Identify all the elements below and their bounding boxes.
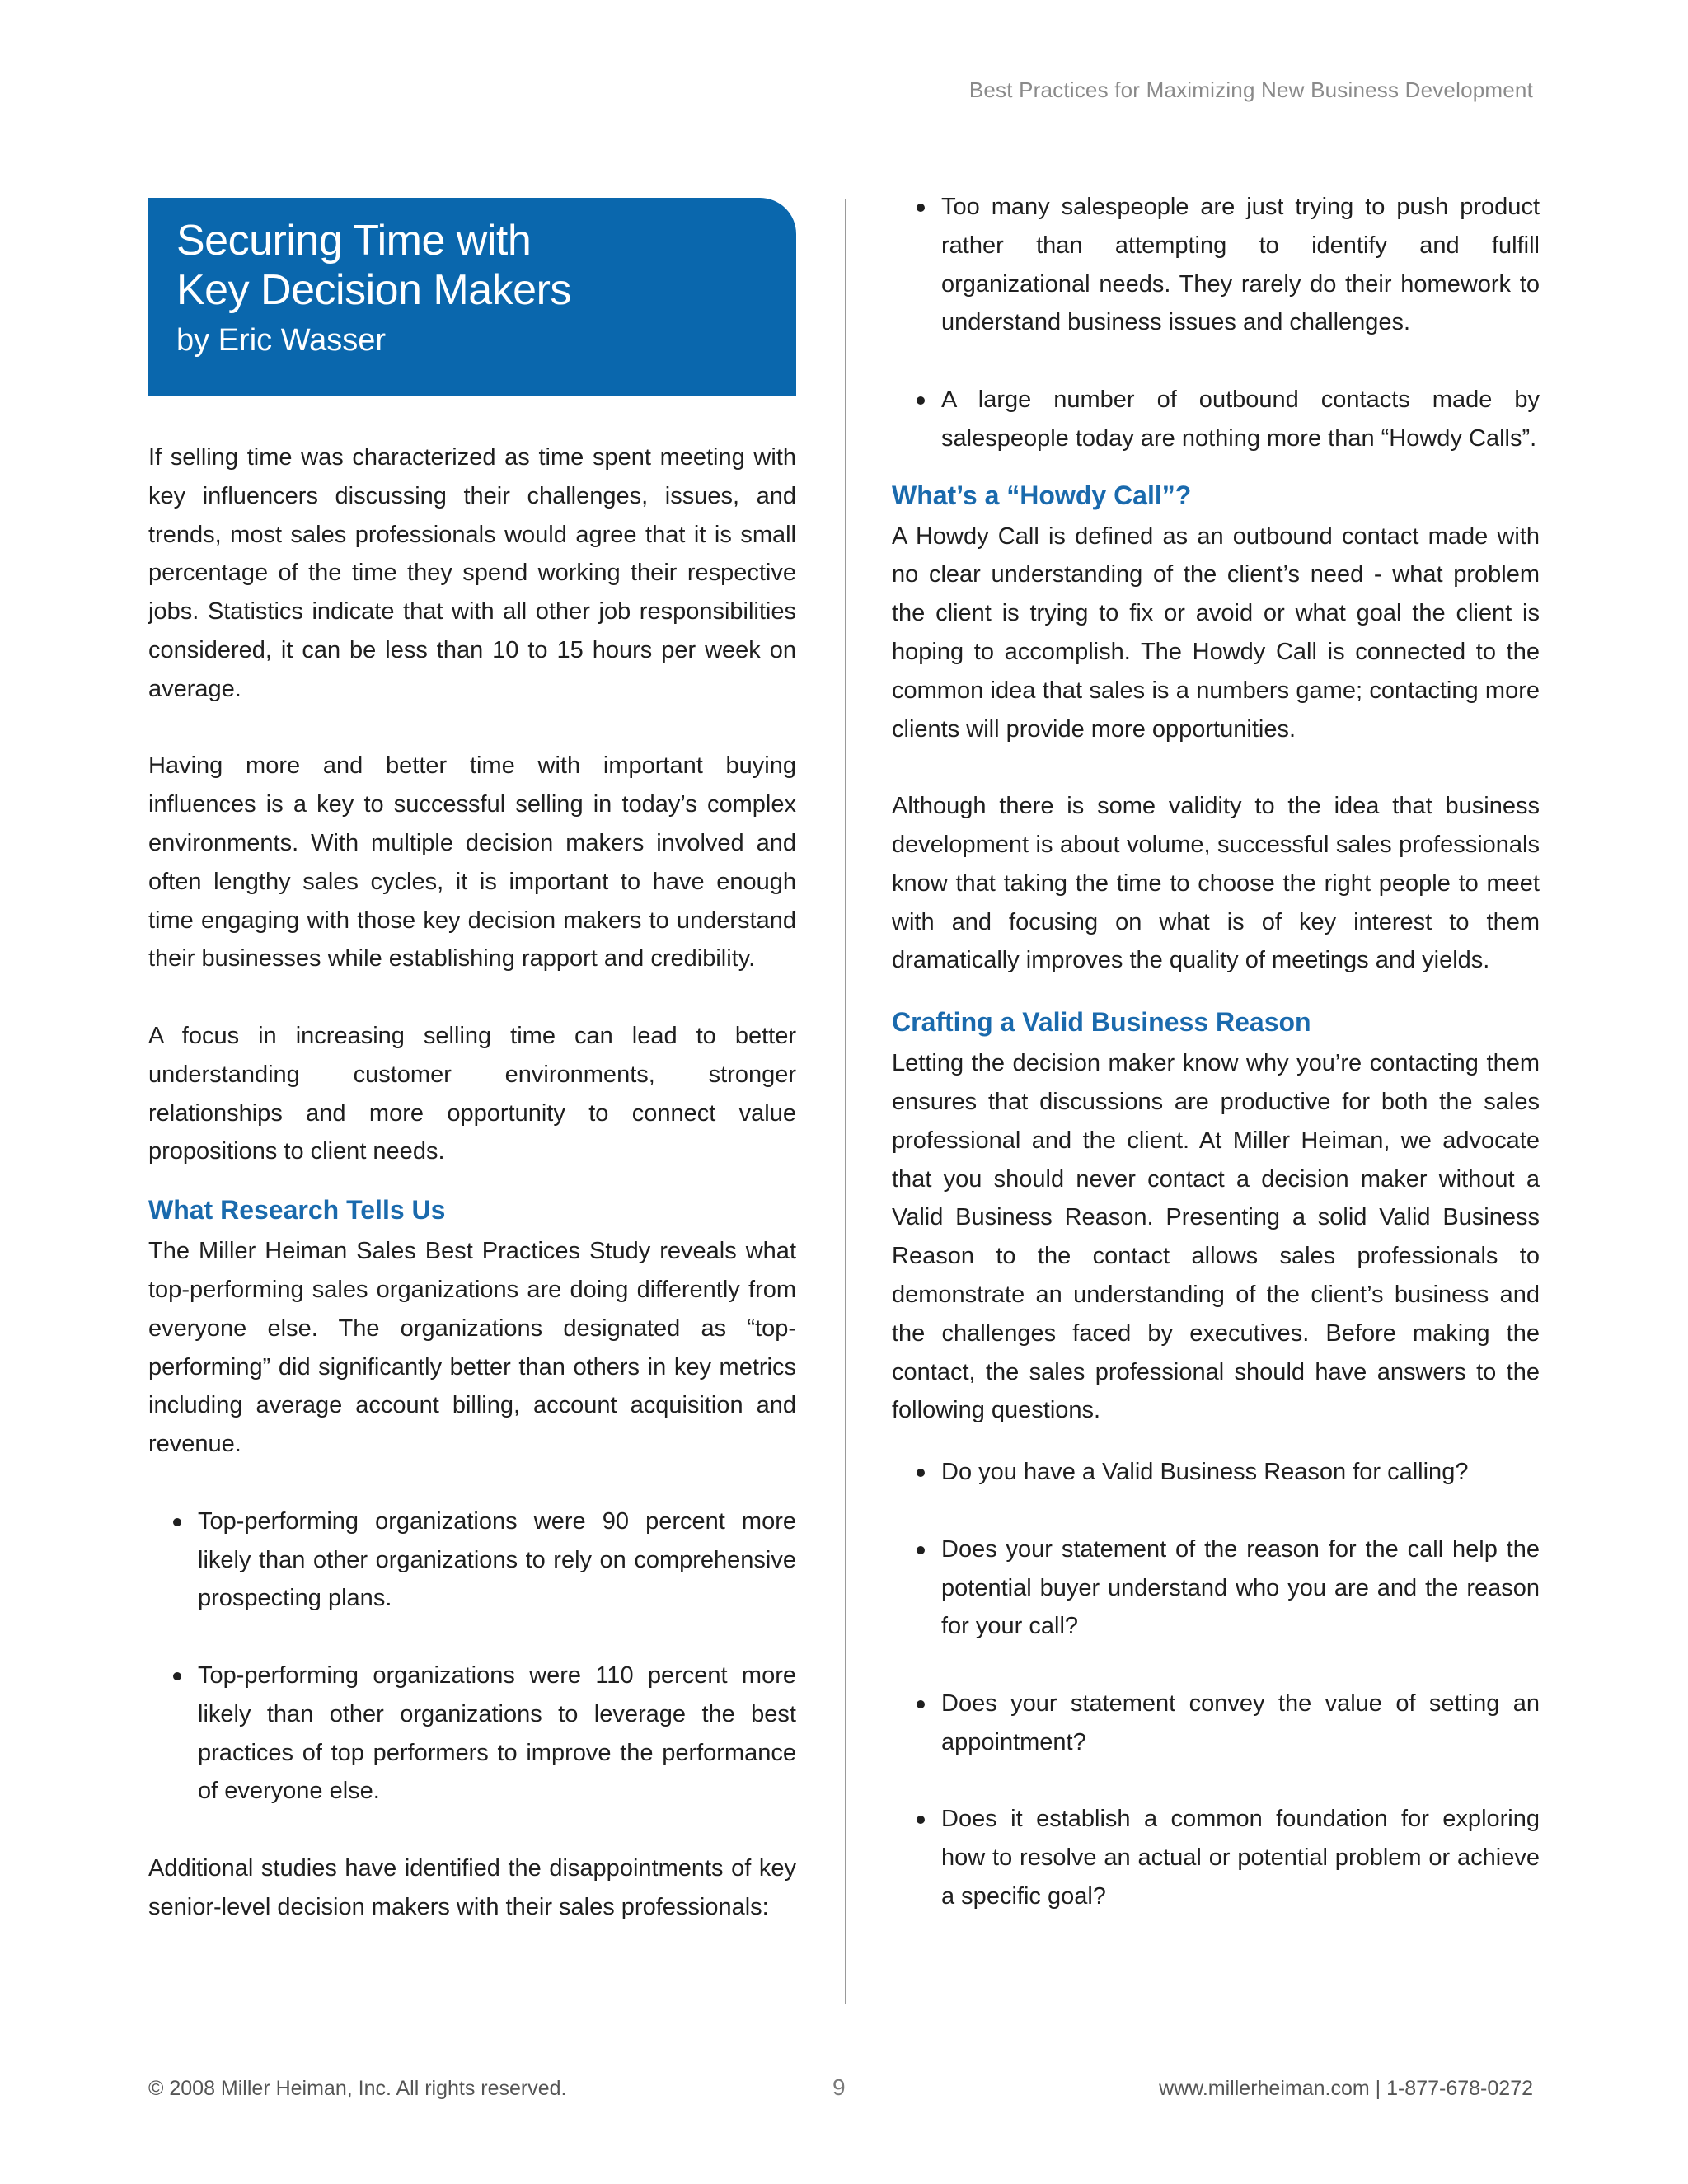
paragraph: If selling time was characterized as time spent meeting with key influencers discussing their challenges, issues, and trends, most sales professionals would agree that it is small percentage of the time they spend working their respective jobs. Statistics indicate that with all other job responsibilities considered, it can be less than 10 to 15 hours per week on average. [148,444,796,702]
paragraph: Having more and better time with important buying influences is a key to successful selling in today’s complex environments. With multiple decision makers involved and often lengthy sales cycles, it is important to have enough time engaging with those key decision makers to understand their businesses while establishing rapport and credibility. [148,752,796,972]
article-title-line-2: Key Decision Makers [176,266,571,314]
paragraph: The Miller Heiman Sales Best Practices Study reveals what top-performing sales organizations are doing differently from everyone else. The organizations designated as “top-performing” did significantly better than others in key metrics including average account billing, account acquisition and revenue. [148,1238,796,1458]
paragraph: Additional studies have identified the disappointments of key senior-level decision makers with their sales professionals: [148,1854,796,1920]
left-column [148,198,796,1926]
list-item [892,1530,1540,1646]
footer-contact: www.millerheiman.com | 1-877-678-0272 [1159,2077,1533,2100]
list-item-text: Do you have a Valid Business Reason for calling? [941,1459,1469,1486]
list-item-text: A large number of outbound contacts made by salespeople today are nothing more than “Howdy Calls”. [941,386,1540,452]
bullet-icon [917,1700,925,1708]
research-bullet-list [148,1502,796,1811]
list-item [892,381,1540,458]
bullet-icon [917,1816,925,1824]
list-item-text: Top-performing organizations were 110 percent more likely than other organizations to leverage the best practices of top performers to improve the performance of everyone else. [198,1661,796,1805]
section-heading-valid-business-reason: Crafting a Valid Business Reason [892,1007,1311,1038]
disappointments-bullet-list [892,188,1540,458]
list-item-text: Top-performing organizations were 90 percent more likely than other organizations to rely on comprehensive prospecting plans. [198,1507,796,1612]
section-heading-research: What Research Tells Us [148,1195,446,1226]
bullet-icon [917,1469,925,1477]
list-item [148,1657,796,1811]
bullet-icon [917,396,925,405]
article-title-box [148,198,796,396]
bullet-icon [917,1546,925,1554]
questions-bullet-list [892,1453,1540,1916]
section-heading-howdy-call: What’s a “Howdy Call”? [892,480,1192,510]
paragraph: A focus in increasing selling time can lead to better understanding customer environments, stronger relationships and more opportunity to connect value propositions to client needs. [148,1022,796,1165]
list-item-text: Too many salespeople are just trying to push product rather than attempting to identify and fulfill organizational needs. They rarely do their homework to understand business issues and challenges. [941,194,1540,336]
footer-copyright: © 2008 Miller Heiman, Inc. All rights reserved. [148,2077,567,2100]
list-spacer [148,1618,796,1657]
list-spacer [892,1646,1540,1685]
right-column [892,188,1540,1916]
list-spacer [892,1492,1540,1530]
paragraph: Although there is some validity to the idea that business development is about volume, successful sales professionals know that taking the time to choose the right people to meet with and focusing on what is of key interest to them dramatically improves the quality of meetings and yields. [892,793,1540,974]
column-divider [845,199,846,2004]
paragraph: A Howdy Call is defined as an outbound contact made with no clear understanding of the client’s need - what problem the client is trying to fix or avoid or what goal the client is hoping to accomplish. The Howdy Call is connected to the common idea that sales is a numbers game; contacting more clients will provide more opportunities. [892,523,1540,743]
list-item [892,188,1540,342]
list-spacer [892,1761,1540,1800]
list-spacer [892,342,1540,381]
bullet-icon [173,1518,181,1526]
article-byline: by Eric Wasser [176,323,387,358]
bullet-icon [173,1672,181,1680]
list-item [148,1502,796,1618]
list-item [892,1685,1540,1762]
list-item-text: Does your statement of the reason for the call help the potential buyer understand who you are and the reason for your call? [941,1535,1540,1640]
list-item [892,1453,1540,1492]
article-title-line-1: Securing Time with [176,217,532,265]
page-number: 9 [832,2074,846,2100]
running-header: Best Practices for Maximizing New Business Development [968,77,1533,102]
list-item-text: Does your statement convey the value of setting an appointment? [941,1690,1540,1755]
list-item-text: Does it establish a common foundation for exploring how to resolve an actual or potential problem or achieve a specific goal? [941,1806,1540,1910]
paragraph: Letting the decision maker know why you’re contacting them ensures that discussions are productive for both the sales professional and the client. At Miller Heiman, we advocate that you should never contact a decision maker without a Valid Business Reason. Presenting a solid Valid Business Reason to the contact allows sales professionals to demonstrate an understanding of the client’s business and the challenges faced by executives. Before making the contact, the sales professional should have answers to the following questions. [892,1050,1540,1424]
list-item [892,1800,1540,1915]
bullet-icon [917,204,925,212]
